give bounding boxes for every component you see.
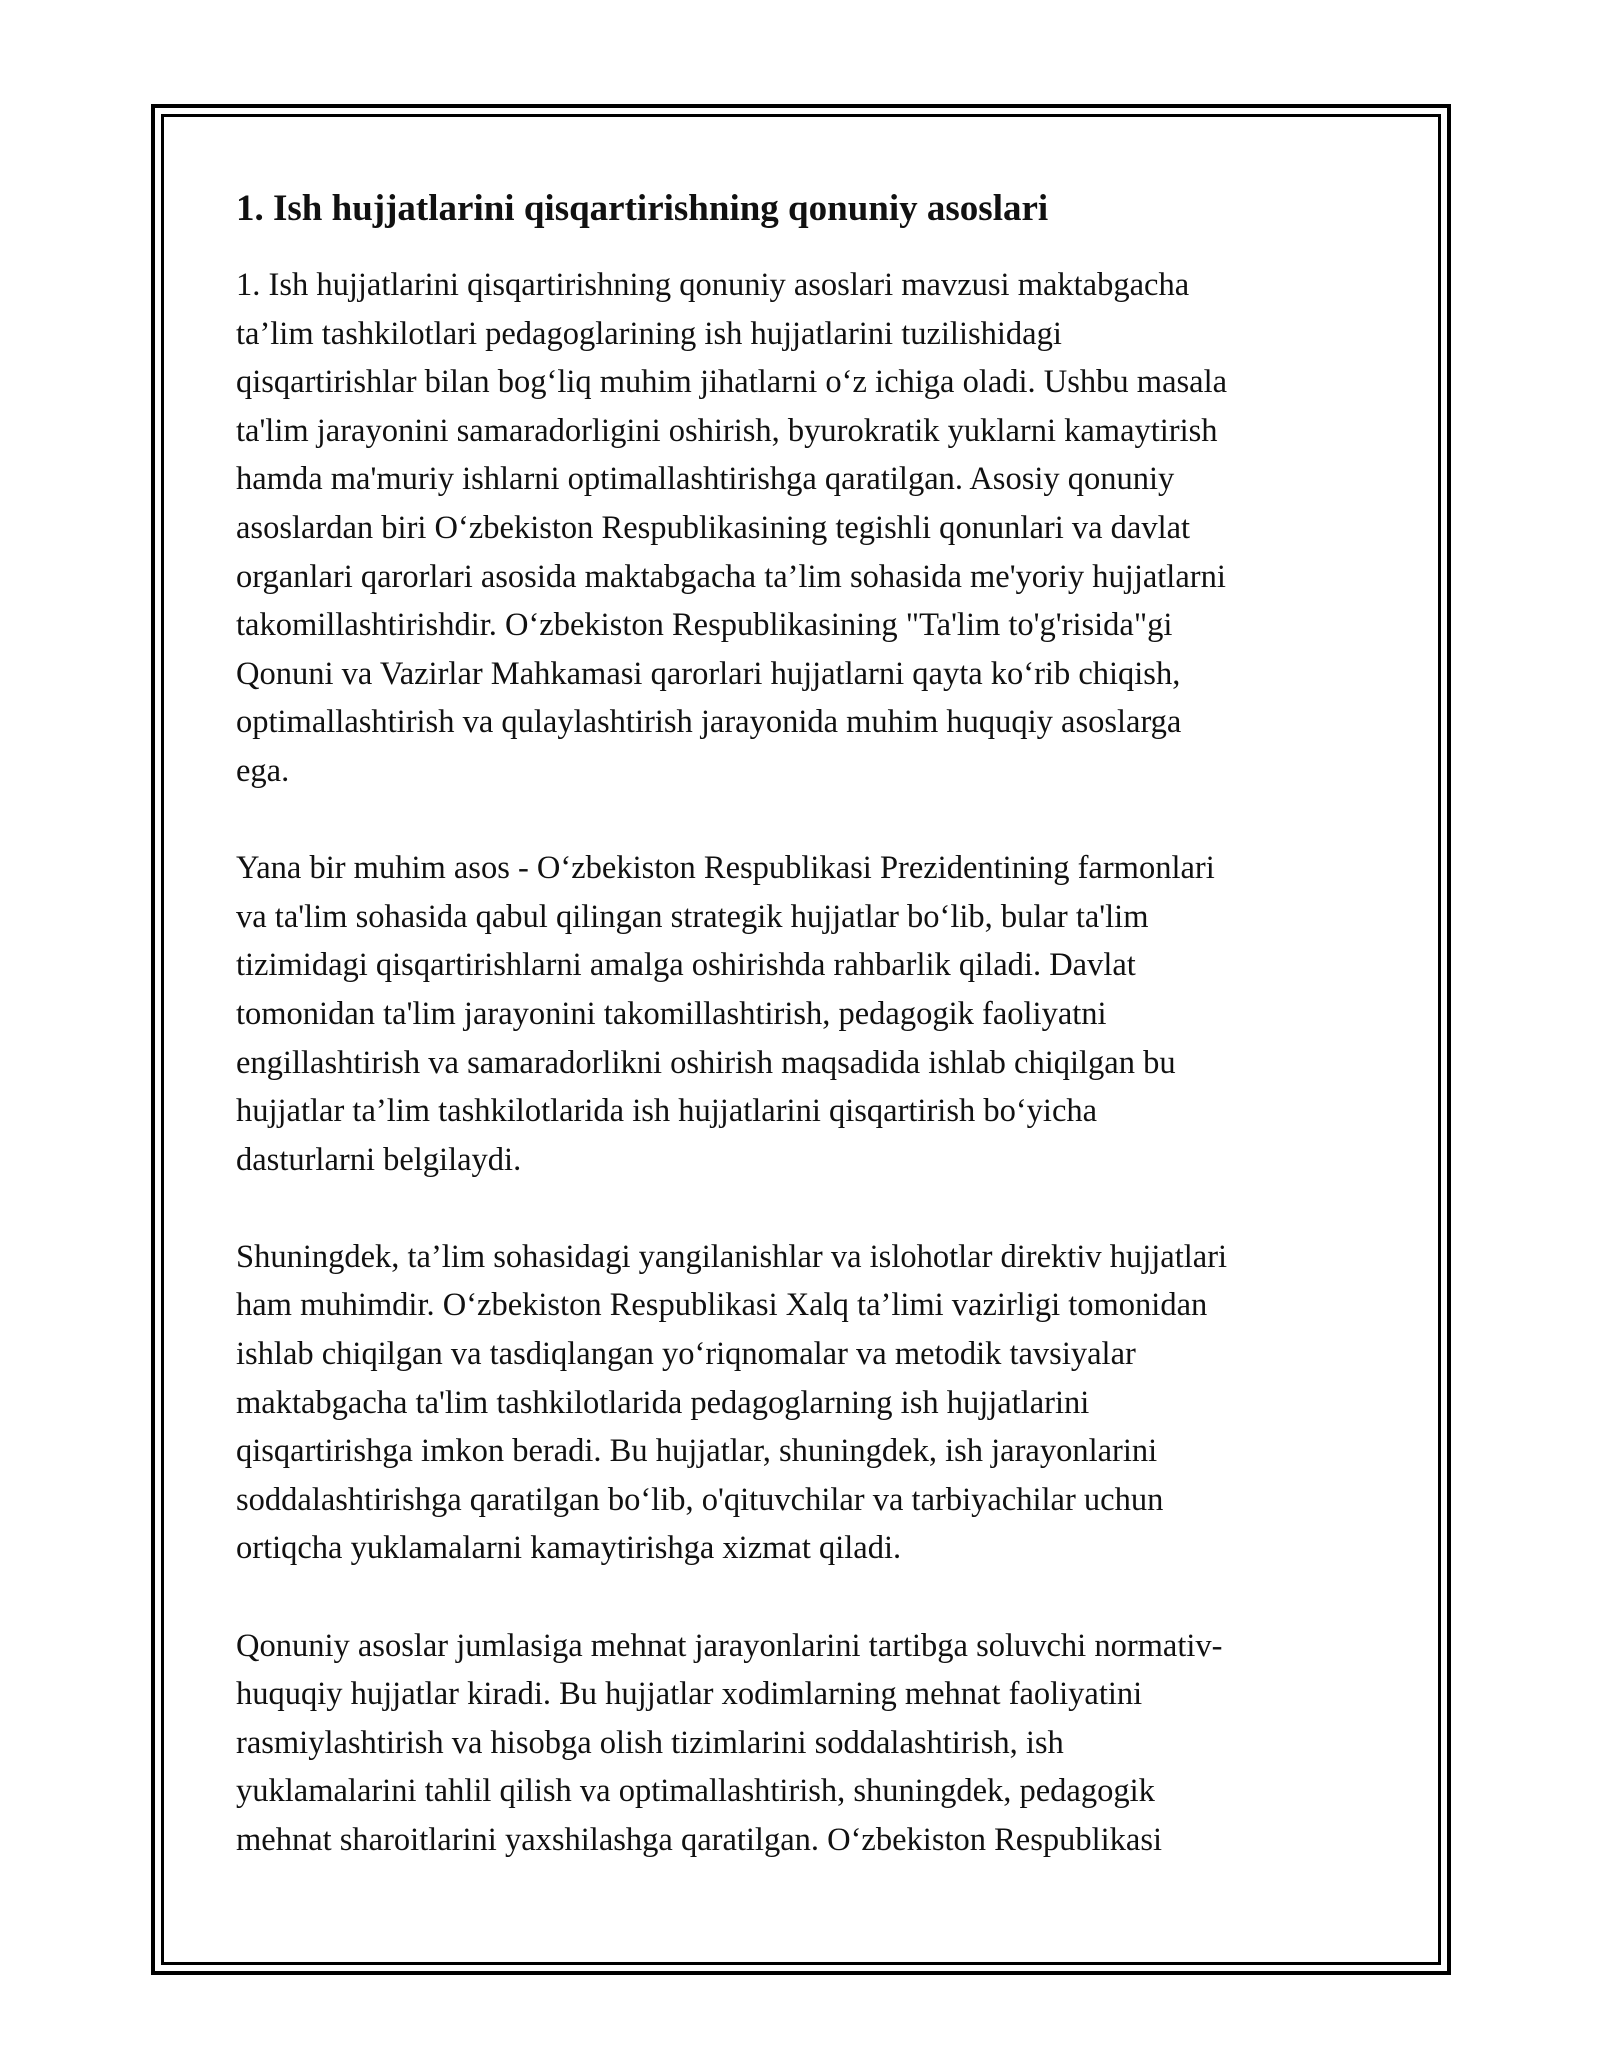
paragraph-line: maktabgacha ta'lim tashkilotlarida pedagoglarning ish hujjatlarini bbox=[236, 1384, 1090, 1421]
paragraph-line: Qonuniy asoslar jumlasiga mehnat jarayonlarini tartibga soluvchi normativ- bbox=[236, 1627, 1223, 1664]
paragraph-line: va ta'lim sohasida qabul qilingan strategik hujjatlar bo‘lib, bular ta'lim bbox=[236, 898, 1149, 935]
paragraph-line: Yana bir muhim asos - O‘zbekiston Respublikasi Prezidentining farmonlari bbox=[236, 850, 1215, 887]
paragraph-line: rasmiylashtirish va hisobga olish tizimlarini soddalashtirish, ish bbox=[236, 1724, 1064, 1761]
paragraph-line: dasturlarni belgilaydi. bbox=[236, 1141, 522, 1178]
paragraph bbox=[236, 1622, 1366, 1865]
paragraph-line: mehnat sharoitlarini yaxshilashga qaratilgan. O‘zbekiston Respublikasi bbox=[236, 1822, 1163, 1858]
paragraph-line: ta’lim tashkilotlari pedagoglarining ish hujjatlarini tuzilishidagi bbox=[236, 315, 1062, 352]
paragraph-line: tomonidan ta'lim jarayonini takomillashtirish, pedagogik faoliyatni bbox=[236, 995, 1107, 1032]
paragraph-line: Shuningdek, ta’lim sohasidagi yangilanishlar va islohotlar direktiv hujjatlari bbox=[236, 1238, 1228, 1275]
paragraph-line: ishlab chiqilgan va tasdiqlangan yo‘riqnomalar va metodik tavsiyalar bbox=[236, 1336, 1136, 1373]
paragraph-line: ham muhimdir. O‘zbekiston Respublikasi Xalq ta’limi vazirligi tomonidan bbox=[236, 1287, 1208, 1324]
paragraph-line: soddalashtirishga qaratilgan bo‘lib, o'qituvchilar va tarbiyachilar uchun bbox=[236, 1481, 1164, 1518]
paragraph-line: ortiqcha yuklamalarni kamaytirishga xizmat qiladi. bbox=[236, 1530, 902, 1567]
paragraph bbox=[236, 844, 1366, 1184]
paragraph-line: ega. bbox=[236, 752, 290, 789]
paragraph-line: ta'lim jarayonini samaradorligini oshirish, byurokratik yuklarni kamaytirish bbox=[236, 412, 1218, 449]
paragraph-line: asoslardan biri O‘zbekiston Respublikasining tegishli qonunlari va davlat bbox=[236, 509, 1191, 546]
paragraph-line: yuklamalarini tahlil qilish va optimallashtirish, shuningdek, pedagogik bbox=[236, 1773, 1155, 1810]
paragraph-list bbox=[236, 261, 1366, 1865]
paragraph-line: hamda ma'muriy ishlarni optimallashtirishga qaratilgan. Asosiy qonuniy bbox=[236, 461, 1175, 498]
document-title: 1. Ish hujjatlarini qisqartirishning qonuniy asoslari bbox=[236, 188, 1049, 229]
paragraph-line: qisqartirishga imkon beradi. Bu hujjatlar, shuningdek, ish jarayonlarini bbox=[236, 1433, 1158, 1470]
paragraph-line: Qonuni va Vazirlar Mahkamasi qarorlari hujjatlarni qayta ko‘rib chiqish, bbox=[236, 655, 1181, 692]
paragraph-line: 1. Ish hujjatlarini qisqartirishning qonuniy asoslari mavzusi maktabgacha bbox=[236, 267, 1190, 303]
paragraph-line: organlari qarorlari asosida maktabgacha ta’lim sohasida me'yoriy hujjatlarni bbox=[236, 558, 1226, 595]
paragraph bbox=[236, 261, 1366, 796]
paragraph bbox=[236, 1233, 1366, 1573]
document-body bbox=[236, 185, 1366, 1913]
paragraph-line: hujjatlar ta’lim tashkilotlarida ish hujjatlarini qisqartirish bo‘yicha bbox=[236, 1093, 1098, 1130]
paragraph-line: optimallashtirish va qulaylashtirish jarayonida muhim huquqiy asoslarga bbox=[236, 704, 1182, 741]
paragraph-line: tizimidagi qisqartirishlarni amalga oshirishda rahbarlik qiladi. Davlat bbox=[236, 947, 1136, 984]
paragraph-line: huquqiy hujjatlar kiradi. Bu hujjatlar xodimlarning mehnat faoliyatini bbox=[236, 1676, 1143, 1713]
paragraph-line: engillashtirish va samaradorlikni oshirish maqsadida ishlab chiqilgan bu bbox=[236, 1044, 1176, 1081]
paragraph-line: qisqartirishlar bilan bog‘liq muhim jihatlarni o‘z ichiga oladi. Ushbu masala bbox=[236, 364, 1228, 401]
paragraph-line: takomillashtirishdir. O‘zbekiston Respublikasining "Ta'lim to'g'risida"gi bbox=[236, 607, 1173, 644]
